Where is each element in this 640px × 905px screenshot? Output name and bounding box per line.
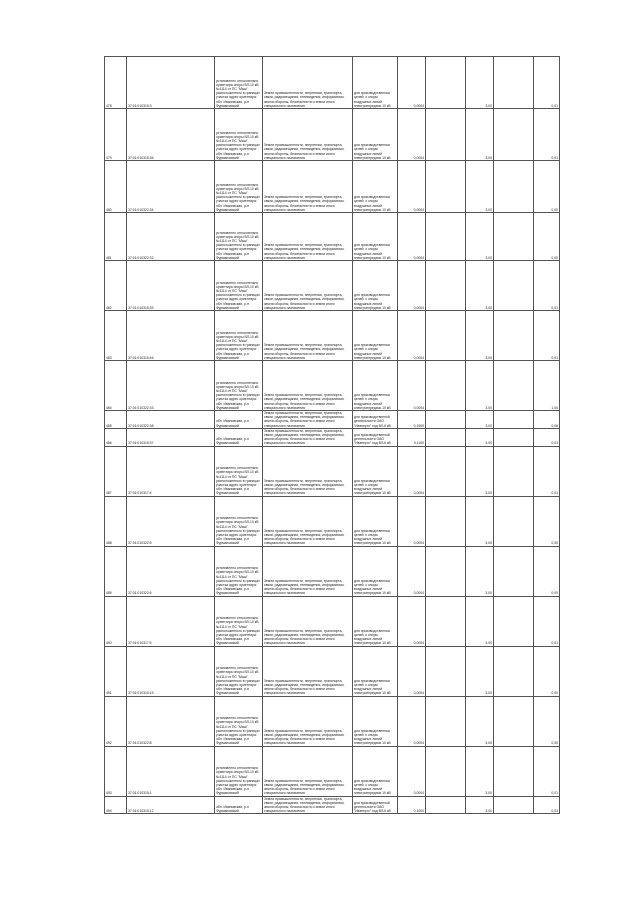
cell-use: для производственных целей: с опоры воздушных линий электропередачи 10 кВ [353,446,398,496]
cell-empty [426,496,466,546]
cell-use: для производственных целей: с опоры воздушных линий электропередачи 10 кВ [353,361,398,411]
cell-empty [494,261,534,311]
cell-cat: Земли промышленности, энергетики, транспорта, связи, радиовещания, телевидения, информатики, земли обороны, безопасности и земли иного специального назначения [263,411,353,429]
cell-cat: Земли промышленности, энергетики, транспорта, связи, радиовещания, телевидения, информатики, земли обороны, безопасности и земли иного специального назначения [263,546,353,596]
cell-area: 0,0004 [398,546,426,596]
cell-empty [426,646,466,696]
cell-use: для производственных целей: с опоры воздушных линий электропередачи 10 кВ [353,746,398,796]
cell-code: 37:01:010315:3 [127,57,215,109]
cell-sum: 0,01 [534,596,560,646]
cell-code: 37:01:010315:36 [127,109,215,161]
cell-sum: 0,01 [534,261,560,311]
cell-idx: 480 [105,161,127,213]
cell-desc: установлено относительно ориентира опоры ВЛ-10 кВ №1114 от ПС "Маш" расположенного в границах участка адрес ориентира: обл. Ивановская, р-н Фурмановский [215,311,263,361]
cell-desc: установлено относительно ориентира опоры ВЛ-10 кВ №1114 от ПС "Маш" расположенного в границах участка адрес ориентира: обл. Ивановская, р-н Фурмановский [215,261,263,311]
cell-desc: установлено относительно ориентира опоры ВЛ-10 кВ №1114 от ПС "Маш" расположенного в границах участка адрес ориентира: обл. Ивановская, р-н Фурмановский [215,161,263,213]
cell-cat: Земли промышленности, энергетики, транспорта, связи, радиовещания, телевидения, информатики, земли обороны, безопасности и земли иного специального назначения [263,261,353,311]
cell-empty [494,411,534,429]
cell-idx: 490 [105,596,127,646]
table-row [105,109,560,161]
cell-area: 0,1900 [398,411,426,429]
table-row [105,361,560,411]
cell-empty [494,161,534,213]
cell-empty [426,428,466,446]
cell-area: 0,0004 [398,646,426,696]
cell-price: 3,00 [466,446,494,496]
cell-area: 0,0004 [398,446,426,496]
table-row [105,446,560,496]
cell-idx: 484 [105,361,127,411]
table-row [105,161,560,213]
cell-area: 0,0004 [398,109,426,161]
cell-desc: установлено относительно ориентира опоры ВЛ-10 кВ №1114 от ПС "Маш" расположенного в границах участка адрес ориентира: обл. Ивановская, р-н Фурмановский [215,446,263,496]
cell-sum: 0,00 [534,696,560,746]
cell-code: 37:01:010322:32 [127,213,215,261]
document-page [104,56,559,814]
cell-code: 37:01:010315:12 [127,796,215,814]
cell-empty [426,546,466,596]
cell-use: для производственной деятельности ОАО "Ивэнерго" под ВЛ-6 кВ [353,796,398,814]
cell-desc: установлено относительно ориентира опоры ВЛ-10 кВ №1114 от ПС "Маш" расположенного в границах участка адрес ориентира: обл. Ивановская, р-н Фурмановский [215,646,263,696]
cell-price: 3,00 [466,109,494,161]
cell-area: 0,0004 [398,596,426,646]
table-row [105,796,560,814]
cell-empty [426,213,466,261]
cell-price: 3,00 [466,361,494,411]
cell-empty [494,213,534,261]
cell-cat: Земли промышленности, энергетики, транспорта, связи, радиовещания, телевидения, информатики, земли обороны, безопасности и земли иного специального назначения [263,57,353,109]
table-row [105,213,560,261]
cell-price: 3,00 [466,411,494,429]
cell-desc: установлено относительно ориентира опоры ВЛ-10 кВ №1114 от ПС "Маш" расположенного в границах участка адрес ориентира: обл. Ивановская, р-н Фурмановский [215,546,263,596]
cell-empty [426,696,466,746]
cell-desc: установлено относительно ориентира опоры ВЛ-10 кВ №1114 от ПС "Маш" расположенного в границах участка адрес ориентира: обл. Ивановская, р-н Фурмановский [215,57,263,109]
cell-empty [494,746,534,796]
cell-empty [494,428,534,446]
land-plots-table [104,56,560,814]
table-row [105,411,560,429]
table-row [105,57,560,109]
cell-use: для производственных целей: с опоры воздушных линий электропередачи 10 кВ [353,161,398,213]
cell-price: 3,00 [466,546,494,596]
cell-code: 37:01:010322:5 [127,496,215,546]
cell-empty [426,311,466,361]
cell-idx: 479 [105,109,127,161]
cell-sum: 0,01 [534,311,560,361]
cell-idx: 483 [105,311,127,361]
cell-empty [494,109,534,161]
cell-idx: 493 [105,746,127,796]
table-row [105,496,560,546]
cell-use: для производственных целей: с опоры воздушных линий электропередачи 10 кВ [353,496,398,546]
cell-sum: 0,00 [534,546,560,596]
cell-empty [426,596,466,646]
cell-empty [426,796,466,814]
cell-desc: обл. Ивановская, р-н Фурмановский [215,796,263,814]
cell-empty [494,546,534,596]
cell-idx: 489 [105,546,127,596]
table-row [105,696,560,746]
cell-empty [494,596,534,646]
cell-empty [426,109,466,161]
cell-use: для производственной деятельности ОАО "Ивэнерго" под ВЛ-6 кВ [353,411,398,429]
cell-price: 3,00 [466,796,494,814]
cell-sum: 0,00 [534,496,560,546]
table-row [105,311,560,361]
cell-cat: Земли промышленности, энергетики, транспорта, связи, радиовещания, телевидения, информатики, земли обороны, безопасности и земли иного специального назначения [263,428,353,446]
cell-cat: Земли промышленности, энергетики, транспорта, связи, радиовещания, телевидения, информатики, земли обороны, безопасности и земли иного специального назначения [263,646,353,696]
cell-price: 3,00 [466,496,494,546]
cell-empty [494,361,534,411]
cell-area: 0,0004 [398,746,426,796]
cell-code: 37:01:010315:15 [127,646,215,696]
cell-empty [426,746,466,796]
table-row [105,428,560,446]
cell-area: 0,0004 [398,496,426,546]
cell-empty [494,311,534,361]
table-row [105,746,560,796]
cell-sum: 0,00 [534,646,560,696]
cell-cat: Земли промышленности, энергетики, транспорта, связи, радиовещания, телевидения, информатики, земли обороны, безопасности и земли иного специального назначения [263,213,353,261]
cell-cat: Земли промышленности, энергетики, транспорта, связи, радиовещания, телевидения, информатики, земли обороны, безопасности и земли иного специального назначения [263,596,353,646]
cell-use: для производственных целей: с опоры воздушных линий электропередачи 10 кВ [353,646,398,696]
cell-code: 37:01:010315:37 [127,428,215,446]
cell-sum: 0,01 [534,109,560,161]
cell-area: 0,1000 [398,796,426,814]
cell-price: 3,00 [466,213,494,261]
cell-use: для производственной деятельности ОАО "Ивэнерго" под ВЛ-6 кВ [353,428,398,446]
cell-desc: установлено относительно ориентира опоры ВЛ-10 кВ №1114 от ПС "Маш" расположенного в границах участка адрес ориентира: обл. Ивановская, р-н Фурмановский [215,496,263,546]
cell-code: 37:01:010317:5 [127,596,215,646]
cell-use: для производственных целей: с опоры воздушных линий электропередачи 10 кВ [353,261,398,311]
cell-price: 3,00 [466,161,494,213]
cell-code: 37:01:010315:39 [127,261,215,311]
cell-idx: 485 [105,411,127,429]
table-row [105,596,560,646]
cell-desc: установлено относительно ориентира опоры ВЛ-10 кВ №1114 от ПС "Маш" расположенного в границах участка адрес ориентира: обл. Ивановская, р-н Фурмановский [215,213,263,261]
cell-idx: 481 [105,213,127,261]
cell-empty [426,57,466,109]
cell-sum: 0,06 [534,411,560,429]
cell-sum: 0,00 [534,213,560,261]
cell-area: 0,1100 [398,428,426,446]
cell-price: 3,00 [466,57,494,109]
cell-cat: Земли промышленности, энергетики, транспорта, связи, радиовещания, телевидения, информатики, земли обороны, безопасности и земли иного специального назначения [263,311,353,361]
cell-idx: 478 [105,57,127,109]
cell-code: 37:01:010322:33 [127,361,215,411]
table-row [105,261,560,311]
cell-price: 3,00 [466,311,494,361]
cell-code: 37:01:010322:38 [127,411,215,429]
cell-idx: 491 [105,646,127,696]
cell-area: 0,0004 [398,311,426,361]
cell-empty [494,57,534,109]
cell-desc: обл. Ивановская, р-н Фурмановский [215,428,263,446]
cell-empty [426,161,466,213]
cell-code: 37:01:010315:1 [127,746,215,796]
cell-cat: Земли промышленности, энергетики, транспорта, связи, радиовещания, телевидения, информатики, земли обороны, безопасности и земли иного специального назначения [263,361,353,411]
cell-area: 0,0004 [398,361,426,411]
cell-cat: Земли промышленности, энергетики, транспорта, связи, радиовещания, телевидения, информатики, земли обороны, безопасности и земли иного специального назначения [263,161,353,213]
cell-price: 3,00 [466,646,494,696]
cell-idx: 487 [105,446,127,496]
cell-desc: установлено относительно ориентира опоры ВЛ-10 кВ №1114 от ПС "Маш" расположенного в границах участка адрес ориентира: обл. Ивановская, р-н Фурмановский [215,361,263,411]
cell-use: для производственных целей: с опоры воздушных линий электропередачи 10 кВ [353,546,398,596]
table-row [105,546,560,596]
cell-price: 3,00 [466,746,494,796]
table-row [105,646,560,696]
cell-sum: 0,03 [534,428,560,446]
cell-cat: Земли промышленности, энергетики, транспорта, связи, радиовещания, телевидения, информатики, земли обороны, безопасности и земли иного специального назначения [263,746,353,796]
cell-empty [494,696,534,746]
cell-empty [494,446,534,496]
cell-sum: 0,00 [534,161,560,213]
cell-idx: 482 [105,261,127,311]
cell-code: 37:01:010322:34 [127,161,215,213]
cell-idx: 494 [105,796,127,814]
cell-desc: обл. Ивановская, р-н Фурмановский [215,411,263,429]
cell-price: 3,00 [466,596,494,646]
cell-empty [426,361,466,411]
cell-sum: 0,01 [534,57,560,109]
cell-sum: 0,01 [534,446,560,496]
cell-area: 0,0004 [398,261,426,311]
cell-idx: 486 [105,428,127,446]
cell-cat: Земли промышленности, энергетики, транспорта, связи, радиовещания, телевидения, информатики, земли обороны, безопасности и земли иного специального назначения [263,496,353,546]
cell-code: 37:01:010315:46 [127,311,215,361]
cell-cat: Земли промышленности, энергетики, транспорта, связи, радиовещания, телевидения, информатики, земли обороны, безопасности и земли иного специального назначения [263,446,353,496]
cell-use: для производственных целей: с опоры воздушных линий электропередачи 10 кВ [353,311,398,361]
cell-desc: установлено относительно ориентира опоры ВЛ-10 кВ №1114 от ПС "Маш" расположенного в границах участка адрес ориентира: обл. Ивановская, р-н Фурмановский [215,746,263,796]
cell-price: 3,00 [466,261,494,311]
cell-price: 3,00 [466,428,494,446]
cell-empty [426,446,466,496]
cell-desc: установлено относительно ориентира опоры ВЛ-10 кВ №1114 от ПС "Маш" расположенного в границах участка адрес ориентира: обл. Ивановская, р-н Фурмановский [215,696,263,746]
cell-code: 37:01:010322:6 [127,546,215,596]
cell-sum: 1,00 [534,361,560,411]
cell-empty [426,261,466,311]
cell-idx: 488 [105,496,127,546]
cell-use: для производственных целей: с опоры воздушных линий электропередачи 10 кВ [353,57,398,109]
cell-sum: 0,01 [534,746,560,796]
cell-use: для производственных целей: с опоры воздушных линий электропередачи 10 кВ [353,109,398,161]
cell-cat: Земли промышленности, энергетики, транспорта, связи, радиовещания, телевидения, информатики, земли обороны, безопасности и земли иного специального назначения [263,796,353,814]
cell-cat: Земли промышленности, энергетики, транспорта, связи, радиовещания, телевидения, информатики, земли обороны, безопасности и земли иного специального назначения [263,109,353,161]
cell-area: 0,0004 [398,696,426,746]
cell-use: для производственных целей: с опоры воздушных линий электропередачи 10 кВ [353,696,398,746]
cell-area: 0,0004 [398,213,426,261]
cell-sum: 0,03 [534,796,560,814]
cell-empty [494,646,534,696]
cell-use: для производственных целей: с опоры воздушных линий электропередачи 10 кВ [353,596,398,646]
cell-empty [494,796,534,814]
cell-empty [426,411,466,429]
cell-desc: установлено относительно ориентира опоры ВЛ-10 кВ №1114 от ПС "Маш" расположенного в границах участка адрес ориентира: обл. Ивановская, р-н Фурмановский [215,596,263,646]
cell-area: 0,0004 [398,57,426,109]
cell-use: для производственных целей: с опоры воздушных линий электропередачи 10 кВ [353,213,398,261]
cell-code: 37:01:010317:4 [127,446,215,496]
cell-code: 37:01:010322:8 [127,696,215,746]
cell-desc: установлено относительно ориентира опоры ВЛ-10 кВ №1114 от ПС "Маш" расположенного в границах участка адрес ориентира: обл. Ивановская, р-н Фурмановский [215,109,263,161]
cell-idx: 492 [105,696,127,746]
cell-cat: Земли промышленности, энергетики, транспорта, связи, радиовещания, телевидения, информатики, земли обороны, безопасности и земли иного специального назначения [263,696,353,746]
cell-empty [494,496,534,546]
cell-price: 3,00 [466,696,494,746]
cell-area: 0,0004 [398,161,426,213]
